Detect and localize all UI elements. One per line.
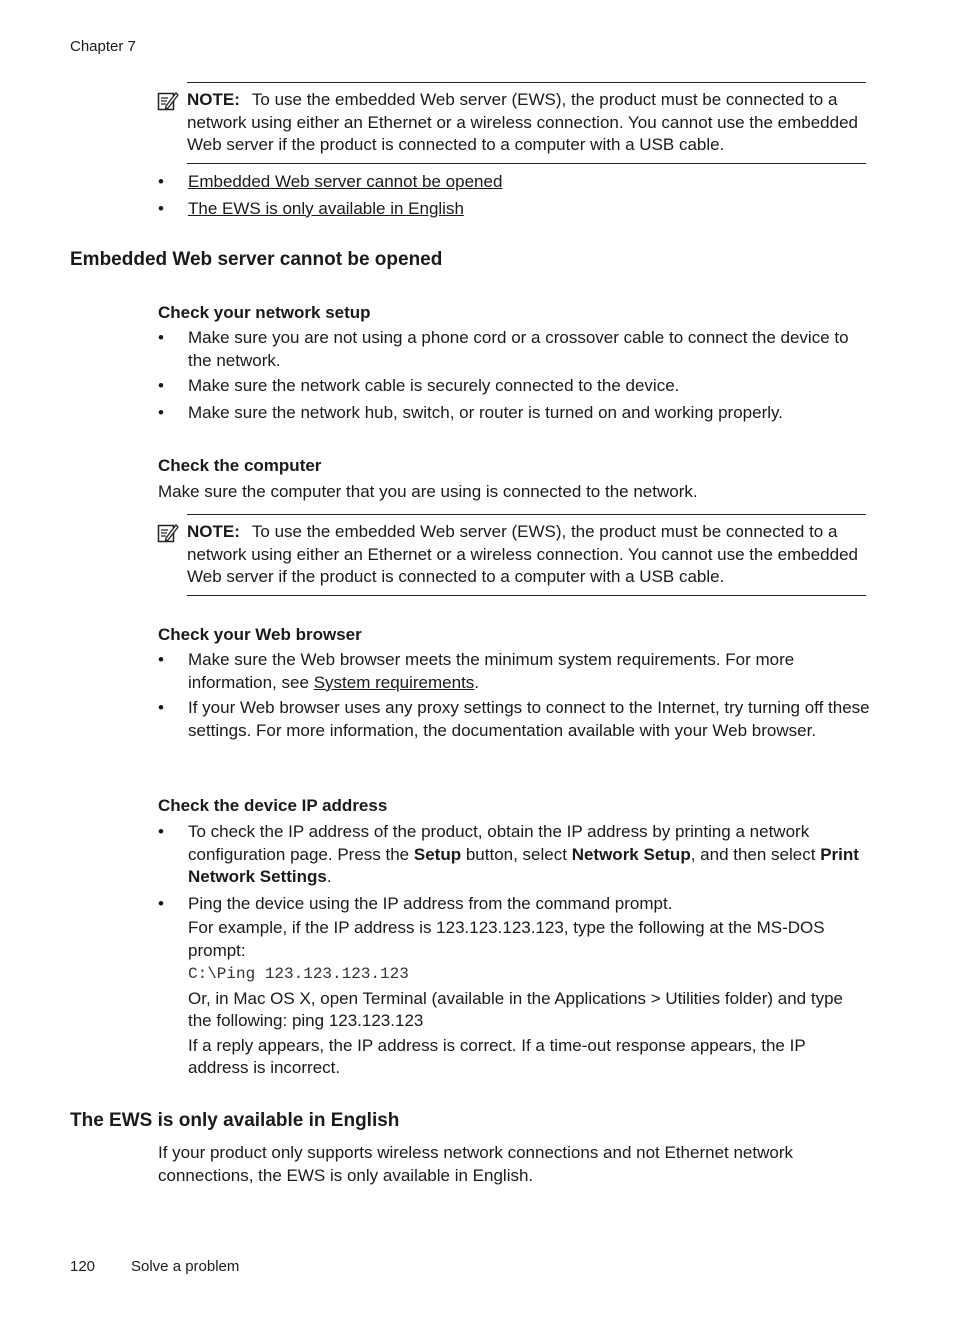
subheading-computer: Check the computer (158, 456, 322, 475)
section-heading: The EWS is only available in English (70, 1110, 400, 1131)
subheading-ip: Check the device IP address (158, 796, 388, 815)
note-icon (157, 90, 179, 112)
toc-links (158, 171, 502, 220)
network-list (158, 327, 870, 424)
link-ews-cannot-open[interactable]: Embedded Web server cannot be opened (188, 172, 503, 191)
list-item: • To check the IP address of the product, obtain the IP address by printing a network configuration page. Press the Setup button, select Network Setup, and then select Print Network Settings. (158, 822, 859, 886)
note-box (187, 514, 866, 596)
browser-list (158, 649, 870, 742)
footer-label: Solve a problem (131, 1258, 240, 1275)
note-text: To use the embedded Web server (EWS), the product must be connected to a network using either an Ethernet or a wireless connection. You cannot use the embedded Web server if the product is connected to a computer with a USB cable. (187, 522, 858, 586)
link-ews-english[interactable]: The EWS is only available in English (188, 198, 464, 218)
page-number: 120 (70, 1258, 96, 1275)
subheading-network: Check your network setup (158, 303, 371, 322)
list-item: • If your Web browser uses any proxy settings to connect to the Internet, try turning off these settings. For more information, the documentation available with your Web browser. (158, 698, 870, 740)
chapter-label: Chapter 7 (70, 38, 136, 55)
list-item: • Ping the device using the IP address from the command prompt. For example, if the IP address is 123.123.123.123, type the following at the MS-DOS prompt: C:\Ping 123.123.123.123 Or, in Mac OS X, open Terminal (available in the Applications > Utilities folder) and type the following: ping 123.123.123 If a reply appears, the IP address is correct. If a time-out response appears, the IP address is incorrect. (158, 893, 870, 1080)
note-text: To use the embedded Web server (EWS), the product must be connected to a network using either an Ethernet or a wireless connection. You cannot use the embedded Web server if the product is connected to a computer with a USB cable. (187, 90, 858, 154)
command-example: C:\Ping 123.123.123.123 (188, 965, 409, 983)
list-item: • Embedded Web server cannot be opened (158, 172, 503, 191)
section-heading: Embedded Web server cannot be opened (70, 249, 443, 270)
link-system-requirements[interactable]: System requirements (313, 672, 475, 692)
note-label: NOTE: (187, 90, 240, 109)
computer-text: Make sure the computer that you are using is connected to the network. (158, 482, 698, 501)
list-item: • Make sure the Web browser meets the minimum system requirements. For more information, see System requirements. (158, 650, 795, 692)
list-item: • Make sure you are not using a phone cord or a crossover cable to connect the device to the network. (158, 328, 849, 370)
list-item: • Make sure the network hub, switch, or router is turned on and working properly. (158, 402, 783, 422)
subheading-browser: Check your Web browser (158, 625, 362, 644)
note-box (187, 82, 866, 164)
note-icon (157, 522, 179, 544)
note-label: NOTE: (187, 522, 240, 541)
list-item: • The EWS is only available in English (158, 198, 464, 218)
section-text: If your product only supports wireless network connections and not Ethernet network connections, the EWS is only available in English. (158, 1143, 794, 1185)
list-item: • Make sure the network cable is securely connected to the device. (158, 376, 680, 395)
ip-list (158, 821, 870, 1080)
